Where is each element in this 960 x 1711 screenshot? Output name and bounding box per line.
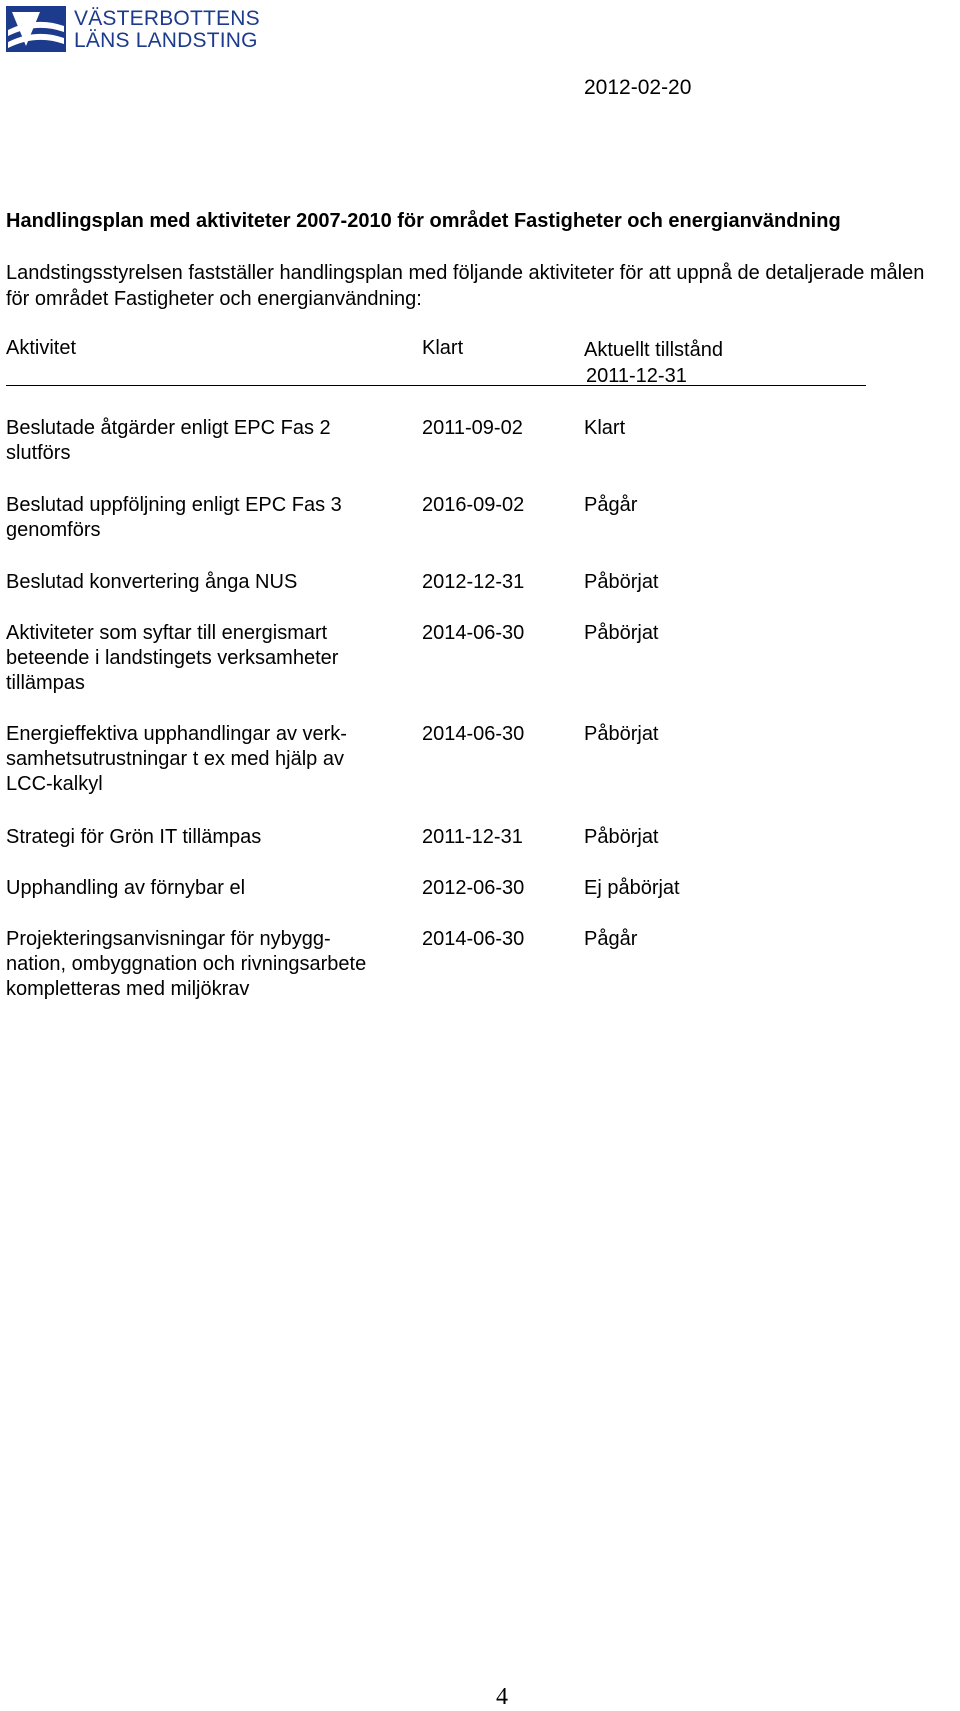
page-number: 4 [496, 1684, 508, 1710]
column-header-done: Klart [422, 337, 464, 359]
row-status: Påbörjat [584, 826, 659, 848]
row-date: 2014-06-30 [422, 622, 525, 644]
row-status: Påbörjat [584, 622, 659, 644]
organization-logo [6, 6, 266, 54]
row-status: Pågår [584, 928, 638, 950]
row-date: 2012-06-30 [422, 877, 525, 899]
row-status: Påbörjat [584, 571, 659, 593]
row-activity: Beslutad konvertering ånga NUS [6, 571, 298, 593]
row-activity: Projekteringsanvisningar för nybygg- nation, ombyggnation och rivningsarbete kompletteras med miljökrav [6, 928, 367, 1000]
row-activity: Strategi för Grön IT tillämpas [6, 826, 262, 848]
logo-line-2: LÄNS LANDSTING [74, 29, 258, 52]
row-date: 2011-12-31 [422, 826, 523, 848]
document-date: 2012-02-20 [584, 76, 692, 99]
row-date: 2014-06-30 [422, 928, 525, 950]
column-header-status-line2: 2011-12-31 [586, 365, 687, 387]
intro-paragraph: Landstingsstyrelsen fastställer handlingsplan med följande aktiviteter för att uppnå de detaljerade målen för området Fastigheter och energianvändning: [6, 262, 925, 310]
row-date: 2014-06-30 [422, 723, 525, 745]
header-rule [6, 385, 866, 386]
row-status: Ej påbörjat [584, 877, 680, 899]
row-date: 2012-12-31 [422, 571, 525, 593]
row-date: 2011-09-02 [422, 417, 523, 439]
row-activity: Aktiviteter som syftar till energismart beteende i landstingets verksamheter tillämpas [6, 622, 339, 694]
column-header-activity: Aktivitet [6, 337, 77, 359]
logo-emblem-icon [6, 6, 66, 52]
row-date: 2016-09-02 [422, 494, 525, 516]
row-activity: Energieffektiva upphandlingar av verk- samhetsutrustningar t ex med hjälp av LCC-kalkyl [6, 723, 347, 795]
column-header-status [584, 337, 723, 389]
row-activity: Beslutad uppföljning enligt EPC Fas 3 genomförs [6, 494, 342, 541]
document-title: Handlingsplan med aktiviteter 2007-2010 för området Fastigheter och energianvändning [6, 210, 841, 232]
row-status: Påbörjat [584, 723, 659, 745]
row-activity: Upphandling av förnybar el [6, 877, 246, 899]
table-header [0, 337, 870, 389]
row-status: Klart [584, 417, 626, 439]
row-status: Pågår [584, 494, 638, 516]
row-activity: Beslutade åtgärder enligt EPC Fas 2 slutförs [6, 417, 331, 464]
logo-wordmark [74, 8, 260, 52]
logo-line-1: VÄSTERBOTTENS [74, 7, 260, 30]
column-header-status-line1: Aktuellt tillstånd [584, 339, 723, 361]
